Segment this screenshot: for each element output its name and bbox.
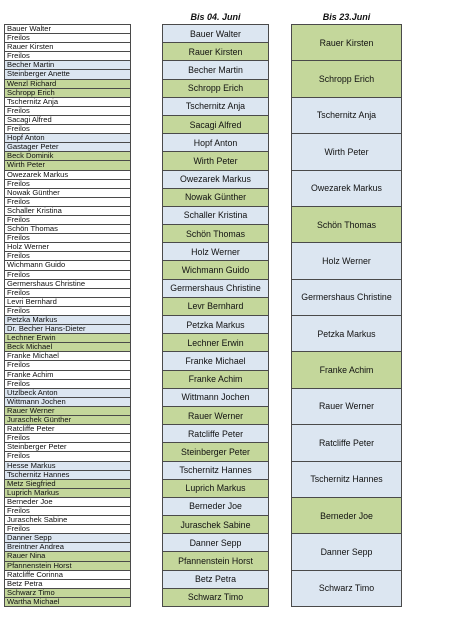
round3-player-cell: Schropp Erich xyxy=(291,60,402,97)
round1-player-cell: Freilos xyxy=(4,124,131,134)
round1-player-cell: Freilos xyxy=(4,451,131,461)
round1-player-cell: Freilos xyxy=(4,379,131,389)
round2-player-cell: Betz Petra xyxy=(162,570,269,589)
round2-player-cell: Luprich Markus xyxy=(162,479,269,498)
round3-player-cell: Ratcliffe Peter xyxy=(291,424,402,461)
round2-player-cell: Wittmann Jochen xyxy=(162,388,269,407)
round2-player-cell: Petzka Markus xyxy=(162,315,269,334)
round3-player-cell: Berneder Joe xyxy=(291,497,402,534)
round2-player-cell: Schwarz Timo xyxy=(162,588,269,607)
round2-player-cell: Danner Sepp xyxy=(162,533,269,552)
round1-player-cell: Hesse Markus xyxy=(4,461,131,471)
round1-player-cell: Levri Bernhard xyxy=(4,297,131,307)
round2-player-cell: Tschernitz Hannes xyxy=(162,461,269,480)
round1-player-cell: Lechner Erwin xyxy=(4,333,131,343)
round1-player-cell: Freilos xyxy=(4,215,131,225)
round2-player-cell: Lechner Erwin xyxy=(162,333,269,352)
round1-player-cell: Wartha Michael xyxy=(4,597,131,607)
round3-player-cell: Wirth Peter xyxy=(291,133,402,170)
round1-player-cell: Bauer Walter xyxy=(4,24,131,34)
round2-player-cell: Levr Bernhard xyxy=(162,297,269,316)
round1-player-cell: Freilos xyxy=(4,306,131,316)
round1-player-cell: Hopf Anton xyxy=(4,133,131,143)
header-round-3: Bis 23.Juni xyxy=(322,12,371,22)
round1-player-cell: Gastager Peter xyxy=(4,142,131,152)
round2-player-cell: Wichmann Guido xyxy=(162,260,269,279)
round2-player-cell: Franke Achim xyxy=(162,370,269,389)
round2-player-cell: Juraschek Sabine xyxy=(162,515,269,534)
round1-player-cell: Franke Michael xyxy=(4,351,131,361)
round2-player-cell: Rauer Kirsten xyxy=(162,42,269,61)
round1-player-cell: Steinberger Peter xyxy=(4,442,131,452)
round2-player-cell: Holz Werner xyxy=(162,242,269,261)
round1-player-cell: Beck Michael xyxy=(4,342,131,352)
round2-player-cell: Schaller Kristina xyxy=(162,206,269,225)
round1-player-cell: Freilos xyxy=(4,233,131,243)
round1-player-cell: Nowak Günther xyxy=(4,188,131,198)
round1-player-cell: Steinberger Anette xyxy=(4,69,131,79)
round1-player-cell: Metz Siegfried xyxy=(4,479,131,489)
round3-player-cell: Schwarz Timo xyxy=(291,570,402,607)
round1-player-cell: Schropp Erich xyxy=(4,88,131,98)
round3-player-cell: Holz Werner xyxy=(291,242,402,279)
round3-player-cell: Franke Achim xyxy=(291,351,402,388)
round1-player-cell: Breintner Andrea xyxy=(4,542,131,552)
round1-player-cell: Freilos xyxy=(4,251,131,261)
round1-player-cell: Becher Martin xyxy=(4,60,131,70)
round1-player-cell: Germershaus Christine xyxy=(4,279,131,289)
round1-player-cell: Betz Petra xyxy=(4,579,131,589)
round1-player-cell: Freilos xyxy=(4,179,131,189)
round1-player-cell: Tschernitz Hannes xyxy=(4,470,131,480)
round3-player-cell: Rauer Kirsten xyxy=(291,24,402,61)
round2-player-cell: Steinberger Peter xyxy=(162,442,269,461)
header-round-2: Bis 04. Juni xyxy=(190,12,241,22)
round1-player-cell: Sacagi Alfred xyxy=(4,115,131,125)
round1-player-cell: Freilos xyxy=(4,360,131,370)
round2-player-cell: Rauer Werner xyxy=(162,406,269,425)
round3-player-cell: Schön Thomas xyxy=(291,206,402,243)
round1-player-cell: Freilos xyxy=(4,51,131,61)
round1-player-cell: Ratcliffe Corinna xyxy=(4,570,131,580)
round1-player-cell: Schaller Kristina xyxy=(4,206,131,216)
round1-player-cell: Danner Sepp xyxy=(4,533,131,543)
round1-player-cell: Owezarek Markus xyxy=(4,170,131,180)
round2-player-cell: Schropp Erich xyxy=(162,79,269,98)
round3-player-cell: Danner Sepp xyxy=(291,533,402,570)
round1-player-cell: Freilos xyxy=(4,433,131,443)
round2-player-cell: Wirth Peter xyxy=(162,151,269,170)
round2-player-cell: Hopf Anton xyxy=(162,133,269,152)
round1-player-cell: Freilos xyxy=(4,524,131,534)
round1-player-cell: Luprich Markus xyxy=(4,488,131,498)
round1-player-cell: Rauer Kirsten xyxy=(4,42,131,52)
round1-player-cell: Wittmann Jochen xyxy=(4,397,131,407)
round1-player-cell: Wichmann Guido xyxy=(4,260,131,270)
round1-player-cell: Freilos xyxy=(4,270,131,280)
round1-player-cell: Franke Achim xyxy=(4,370,131,380)
round2-player-cell: Germershaus Christine xyxy=(162,279,269,298)
round2-player-cell: Owezarek Markus xyxy=(162,170,269,189)
round2-player-cell: Becher Martin xyxy=(162,60,269,79)
round1-player-cell: Freilos xyxy=(4,506,131,516)
round1-player-cell: Beck Dominik xyxy=(4,151,131,161)
round1-player-cell: Schwarz Timo xyxy=(4,588,131,598)
round1-player-cell: Berneder Joe xyxy=(4,497,131,507)
round3-player-cell: Tschernitz Hannes xyxy=(291,461,402,498)
round2-player-cell: Pfannenstein Horst xyxy=(162,551,269,570)
round1-player-cell: Pfannenstein Horst xyxy=(4,561,131,571)
round1-player-cell: Schön Thomas xyxy=(4,224,131,234)
round1-player-cell: Freilos xyxy=(4,197,131,207)
round1-player-cell: Holz Werner xyxy=(4,242,131,252)
round2-player-cell: Ratcliffe Peter xyxy=(162,424,269,443)
round2-player-cell: Tschernitz Anja xyxy=(162,97,269,116)
round1-player-cell: Juraschek Günther xyxy=(4,415,131,425)
round3-player-cell: Petzka Markus xyxy=(291,315,402,352)
round1-player-cell: Ratcliffe Peter xyxy=(4,424,131,434)
round2-player-cell: Schön Thomas xyxy=(162,224,269,243)
round2-player-cell: Nowak Günther xyxy=(162,188,269,207)
round2-player-cell: Berneder Joe xyxy=(162,497,269,516)
round3-player-cell: Germershaus Christine xyxy=(291,279,402,316)
round3-player-cell: Owezarek Markus xyxy=(291,170,402,207)
round2-player-cell: Bauer Walter xyxy=(162,24,269,43)
round1-player-cell: Utzlbeck Anton xyxy=(4,388,131,398)
round1-player-cell: Juraschek Sabine xyxy=(4,515,131,525)
round1-player-cell: Freilos xyxy=(4,288,131,298)
round1-player-cell: Petzka Markus xyxy=(4,315,131,325)
round1-player-cell: Wenzl Richard xyxy=(4,79,131,89)
round1-player-cell: Dr. Becher Hans-Dieter xyxy=(4,324,131,334)
round2-player-cell: Sacagi Alfred xyxy=(162,115,269,134)
round1-player-cell: Rauer Werner xyxy=(4,406,131,416)
round1-player-cell: Freilos xyxy=(4,33,131,43)
round1-player-cell: Freilos xyxy=(4,106,131,116)
round3-player-cell: Rauer Werner xyxy=(291,388,402,425)
round1-player-cell: Rauer Nina xyxy=(4,551,131,561)
round3-player-cell: Tschernitz Anja xyxy=(291,97,402,134)
round1-player-cell: Tschernitz Anja xyxy=(4,97,131,107)
round2-player-cell: Franke Michael xyxy=(162,351,269,370)
round1-player-cell: Wirth Peter xyxy=(4,160,131,170)
